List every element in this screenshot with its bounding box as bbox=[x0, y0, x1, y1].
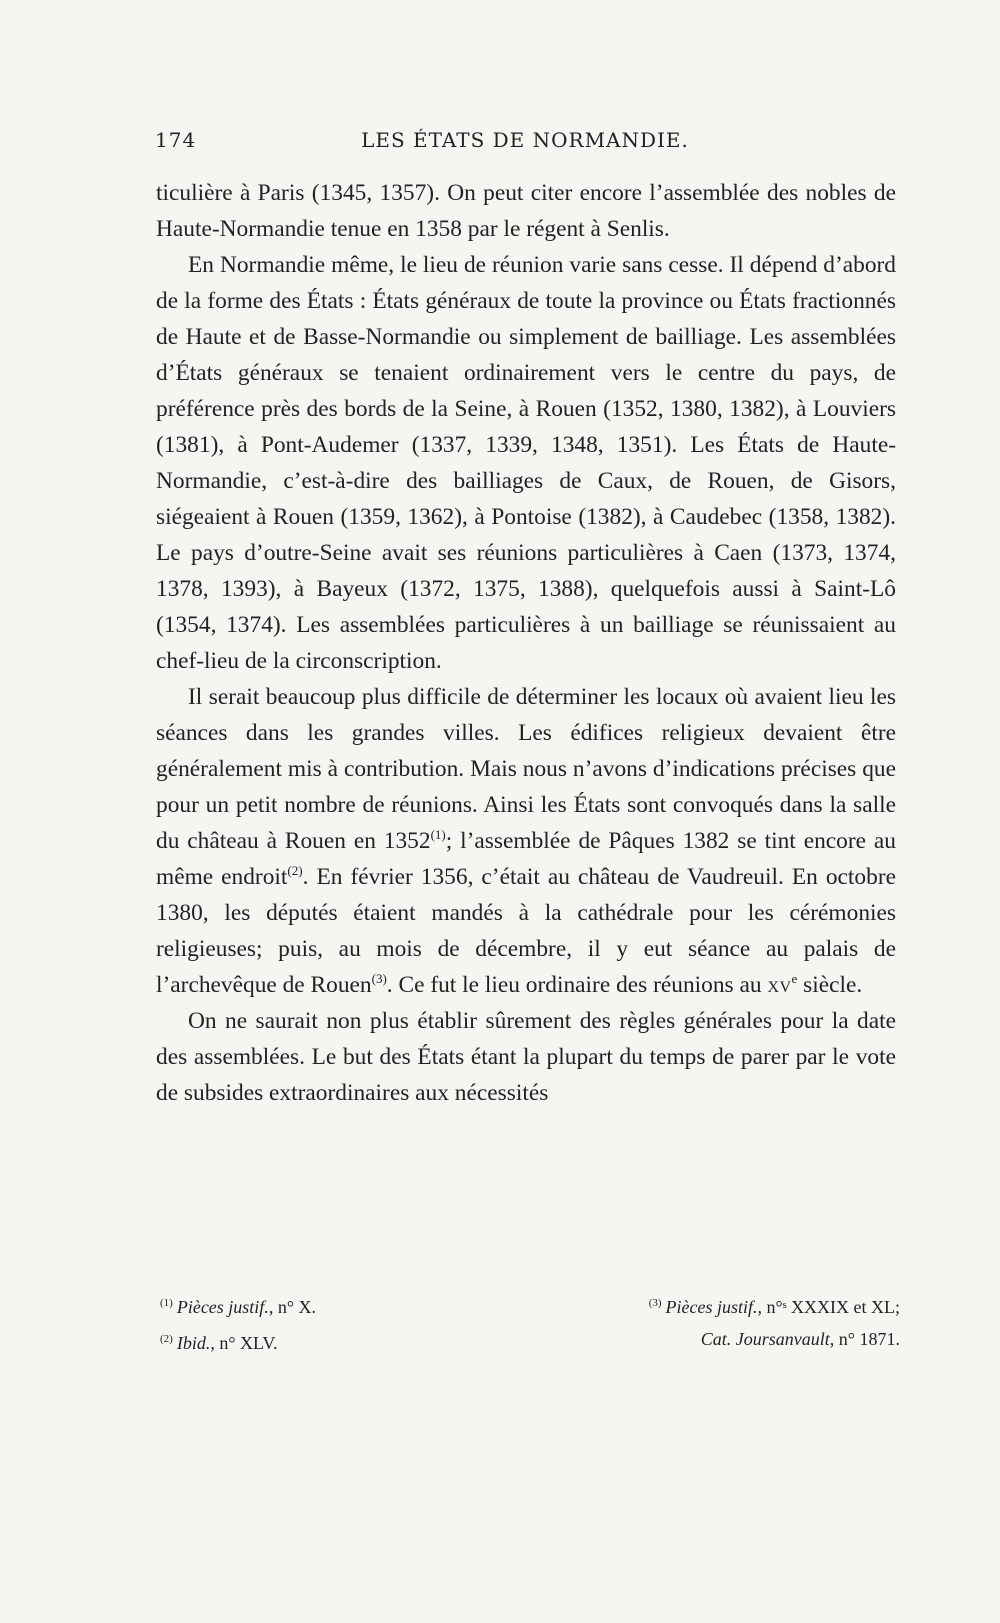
footnote-3b-source: Cat. Joursanvault bbox=[700, 1329, 830, 1349]
page-header bbox=[155, 128, 895, 164]
footnotes bbox=[160, 1290, 900, 1362]
footnote-2-rest: , n° XLV. bbox=[210, 1333, 278, 1353]
footnote-2 bbox=[160, 1326, 278, 1356]
paragraph-3-text-a: Il serait beaucoup plus difficile de déterminer les locaux où avaient lieu les séances dans les grandes villes. Les édifices religieux devaient être généralement mis à contribution. Mais nous n’avons d’indications précises que pour un petit nombre de réunions. Ainsi les États sont convoqués dans la salle du château à Rouen en 1352 bbox=[156, 684, 896, 854]
footnote-ref-2: (2) bbox=[287, 863, 303, 879]
footnote-3-source: Pièces justif. bbox=[665, 1297, 758, 1317]
footnote-2-marker: (2) bbox=[160, 1333, 173, 1345]
footnote-1-rest: , n° X. bbox=[268, 1297, 317, 1317]
footnote-1-marker: (1) bbox=[160, 1297, 173, 1309]
footnote-row-2 bbox=[160, 1326, 900, 1356]
footnote-3-rest: , n°ˢ XXXIX et XL; bbox=[757, 1297, 900, 1317]
paragraph-3-text-e: siècle. bbox=[797, 972, 863, 998]
paragraph-2: En Normandie même, le lieu de réunion varie sans cesse. Il dépend d’abord de la forme des États : États généraux de toute la province ou États fractionnés de Haute et de Basse-Normandie ou simplement de bailliage. Les assemblées d’États généraux se tenaient ordinairement vers le centre du pays, de préférence près des bords de la Seine, à Rouen (1352, 1380, 1382), à Louviers (1381), à Pont-Audemer (1337, 1339, 1348, 1351). Les États de Haute-Normandie, c’est-à-dire des bailliages de Caux, de Rouen, de Gisors, siégeaient à Rouen (1359, 1362), à Pontoise (1382), à Caudebec (1358, 1382). Le pays d’outre-Seine avait ses réunions particulières à Caen (1373, 1374, 1378, 1393), à Bayeux (1372, 1375, 1388), quelquefois aussi à Saint-Lô (1354, 1374). Les assemblées particulières à un bailliage se réunissaient au chef-lieu de la circonscription. bbox=[156, 252, 896, 674]
body-text bbox=[156, 175, 896, 1111]
running-title: LES ÉTATS DE NORMANDIE. bbox=[361, 128, 689, 152]
footnote-2-source: Ibid. bbox=[176, 1333, 211, 1353]
paragraph-3 bbox=[156, 679, 896, 1003]
footnote-1-source: Pièces justif. bbox=[176, 1297, 269, 1317]
footnote-3b-rest: , n° 1871. bbox=[829, 1329, 900, 1349]
paragraph-3-text-b: ; l’assemblée de Pâques 1382 se tint encore au même endroit bbox=[156, 828, 896, 890]
footnote-3-continuation bbox=[701, 1326, 900, 1356]
footnote-ref-1: (1) bbox=[430, 827, 446, 843]
footnote-row-1 bbox=[160, 1290, 900, 1320]
paragraph-3-text-d: . Ce fut le lieu ordinaire des réunions au bbox=[386, 972, 768, 998]
paragraph-3-text-c: . En février 1356, c’était au château de Vaudreuil. En octobre 1380, les députés étaient mandés à la cathédrale pour les cérémonies religieuses; puis, au mois de décembre, il y eut séance au palais de l’archevêque de Rouen bbox=[156, 864, 896, 998]
footnote-ref-3: (3) bbox=[371, 971, 387, 987]
century-number: xv bbox=[767, 972, 792, 998]
paragraph-1: ticulière à Paris (1345, 1357). On peut citer encore l’assemblée des nobles de Haute-Normandie tenue en 1358 par le régent à Senlis. bbox=[156, 180, 896, 242]
footnote-3-marker: (3) bbox=[648, 1297, 662, 1309]
footnote-3 bbox=[649, 1290, 900, 1320]
paragraph-4: On ne saurait non plus établir sûrement des règles générales pour la date des assemblées. Le but des États étant la plupart du temps de parer par le vote de subsides extraordinaires aux nécessités bbox=[156, 1008, 896, 1106]
century-superscript: e bbox=[791, 971, 798, 987]
page-number: 174 bbox=[155, 128, 197, 152]
footnote-1 bbox=[160, 1290, 316, 1320]
